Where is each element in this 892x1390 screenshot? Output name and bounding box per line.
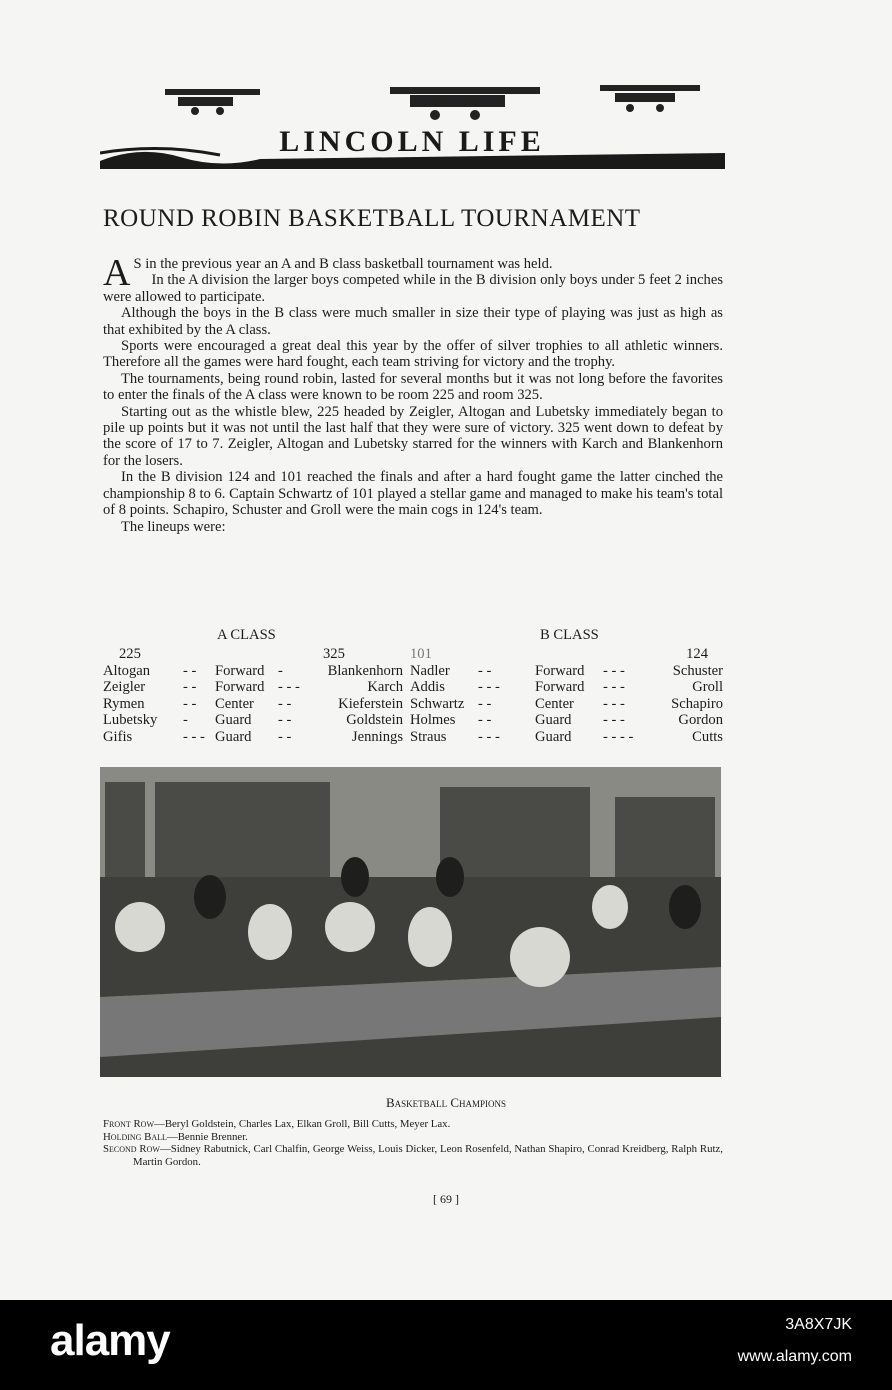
b-dashes: - - bbox=[478, 663, 492, 679]
b-dashes: - - - bbox=[603, 712, 625, 729]
b-dashes: - - - bbox=[603, 663, 625, 679]
a-dashes: - - - bbox=[183, 728, 205, 745]
a-position: Center bbox=[215, 695, 254, 712]
paragraph: The tournaments, being round robin, lasted for several months but it was not long before the favorites to enter the finals of the A class were known to be room 225 and room 325. bbox=[103, 370, 723, 404]
a-player: Jennings bbox=[351, 728, 403, 745]
a-dashes: - - bbox=[278, 695, 292, 712]
a-position: Forward bbox=[215, 679, 265, 696]
b-player: Addis bbox=[410, 679, 445, 696]
a-player: Gifis bbox=[103, 728, 133, 745]
paragraph: Starting out as the whistle blew, 225 headed by Zeigler, Altogan and Lubetsky immediately began to pile up points but it was not until the last half that they were sure of victory. 325 went down to defeat by the score of 17 to 7. Zeigler, Altogan and Lubetsky starred for the winners with Karch and Blankenhorn for the losers. bbox=[103, 403, 723, 469]
b-dashes: - - - bbox=[603, 679, 625, 696]
lineup-row bbox=[103, 663, 723, 679]
a-position: Guard bbox=[215, 728, 252, 745]
watermark-url: www.alamy.com bbox=[737, 1348, 852, 1365]
b-player: Cutts bbox=[692, 728, 723, 745]
b-class-heading: B CLASS bbox=[540, 627, 599, 643]
a-player: Goldstein bbox=[346, 712, 403, 729]
a-player: Kieferstein bbox=[338, 695, 403, 712]
b-player: Schwartz bbox=[410, 695, 465, 712]
b-dashes: - - - bbox=[603, 695, 625, 712]
b-position: Center bbox=[535, 695, 574, 712]
b-dashes: - - - bbox=[478, 728, 500, 745]
lineup-row bbox=[103, 679, 723, 695]
paragraph: Although the boys in the B class were much smaller in size their type of playing was just as high as that exhibited by the A class. bbox=[103, 305, 723, 338]
a-dashes: - bbox=[183, 712, 188, 729]
team-225: 225 bbox=[119, 646, 141, 662]
a-player: Lubetsky bbox=[103, 712, 158, 729]
team-numbers-row bbox=[103, 646, 723, 662]
a-dashes: - - bbox=[183, 679, 197, 696]
team-124: 124 bbox=[686, 646, 708, 662]
b-player: Schuster bbox=[672, 663, 723, 679]
a-position: Forward bbox=[215, 663, 265, 679]
paragraph: In the B division 124 and 101 reached the finals and after a hard fought game the latter cinched the championship 8 to 6. Captain Schwartz of 101 played a stellar game and managed to make his team's total of 8 points. Schapiro, Schuster and Groll were the main cogs in 124's team. bbox=[103, 469, 723, 519]
a-player: Zeigler bbox=[103, 679, 146, 696]
watermark-bar bbox=[0, 1300, 892, 1390]
a-dashes: - - bbox=[278, 728, 292, 745]
a-class-heading: A CLASS bbox=[217, 627, 276, 643]
page-number: [ 69 ] bbox=[433, 1192, 459, 1206]
team-325: 325 bbox=[323, 646, 345, 662]
article-title: ROUND ROBIN BASKETBALL TOURNAMENT bbox=[103, 205, 641, 232]
paragraph: A S in the previous year an A and B class basketball tournament was held. bbox=[103, 252, 553, 294]
b-dashes: - - bbox=[478, 712, 492, 729]
a-dashes: - - bbox=[183, 663, 197, 679]
a-dashes: - - bbox=[183, 695, 197, 712]
b-dashes: - - - - bbox=[603, 728, 634, 745]
article-body bbox=[103, 252, 723, 535]
b-player: Nadler bbox=[410, 663, 450, 679]
a-player: Altogan bbox=[103, 663, 151, 679]
photo-credits bbox=[103, 1118, 723, 1168]
team-101: 101 bbox=[410, 646, 432, 662]
basketball-players-image bbox=[100, 767, 721, 1077]
lincoln-life-banner bbox=[100, 75, 725, 173]
a-dashes: - - bbox=[278, 712, 292, 729]
b-position: Guard bbox=[535, 728, 572, 745]
b-player: Straus bbox=[410, 728, 447, 745]
a-position: Guard bbox=[215, 712, 252, 729]
b-player: Schapiro bbox=[671, 695, 723, 712]
lineup-row bbox=[103, 696, 723, 712]
airplane-icon bbox=[165, 85, 700, 120]
svg-text:LINCOLN LIFE: LINCOLN LIFE bbox=[279, 125, 545, 158]
a-dashes: - bbox=[278, 663, 283, 679]
drop-cap: A bbox=[103, 252, 131, 294]
paragraph: Sports were encouraged a great deal this year by the offer of silver trophies to all athletic winners. Therefore all the games were hard fought, each team striving for victory and the trophy. bbox=[103, 338, 723, 371]
b-dashes: - - - bbox=[478, 679, 500, 696]
team-photo bbox=[100, 767, 721, 1077]
lineup-row bbox=[103, 712, 723, 728]
b-player: Holmes bbox=[410, 712, 456, 729]
credit-line: Second Row—Sidney Rabutnick, Carl Chalfin, George Weiss, Louis Dicker, Leon Rosenfeld, Nathan Shapiro, Conrad Kreidberg, Ralph Rutz, Martin Gordon. bbox=[103, 1143, 723, 1168]
paragraph: In the A division the larger boys competed while in the B division only boys under 5 feet 2 inches were allowed to participate. bbox=[103, 272, 723, 305]
b-player: Gordon bbox=[678, 712, 723, 729]
paragraph: The lineups were: bbox=[121, 518, 226, 535]
credit-line: Holding Ball—Bennie Brenner. bbox=[103, 1130, 248, 1143]
b-position: Forward bbox=[535, 679, 585, 696]
a-dashes: - - - bbox=[278, 679, 300, 696]
lineup-row bbox=[103, 729, 723, 745]
credit-line: Front Row—Beryl Goldstein, Charles Lax, Elkan Groll, Bill Cutts, Meyer Lax. bbox=[103, 1118, 451, 1130]
photo-caption: Basketball Champions bbox=[385, 1095, 507, 1110]
b-position: Guard bbox=[535, 712, 572, 729]
b-player: Groll bbox=[692, 679, 723, 696]
a-player: Blankenhorn bbox=[327, 663, 403, 679]
a-player: Rymen bbox=[103, 695, 145, 712]
alamy-logo: alamy bbox=[50, 1316, 170, 1365]
image-id: 3A8X7JK bbox=[785, 1316, 852, 1333]
b-dashes: - - bbox=[478, 695, 492, 712]
b-position: Forward bbox=[535, 663, 585, 679]
a-player: Karch bbox=[367, 679, 403, 696]
